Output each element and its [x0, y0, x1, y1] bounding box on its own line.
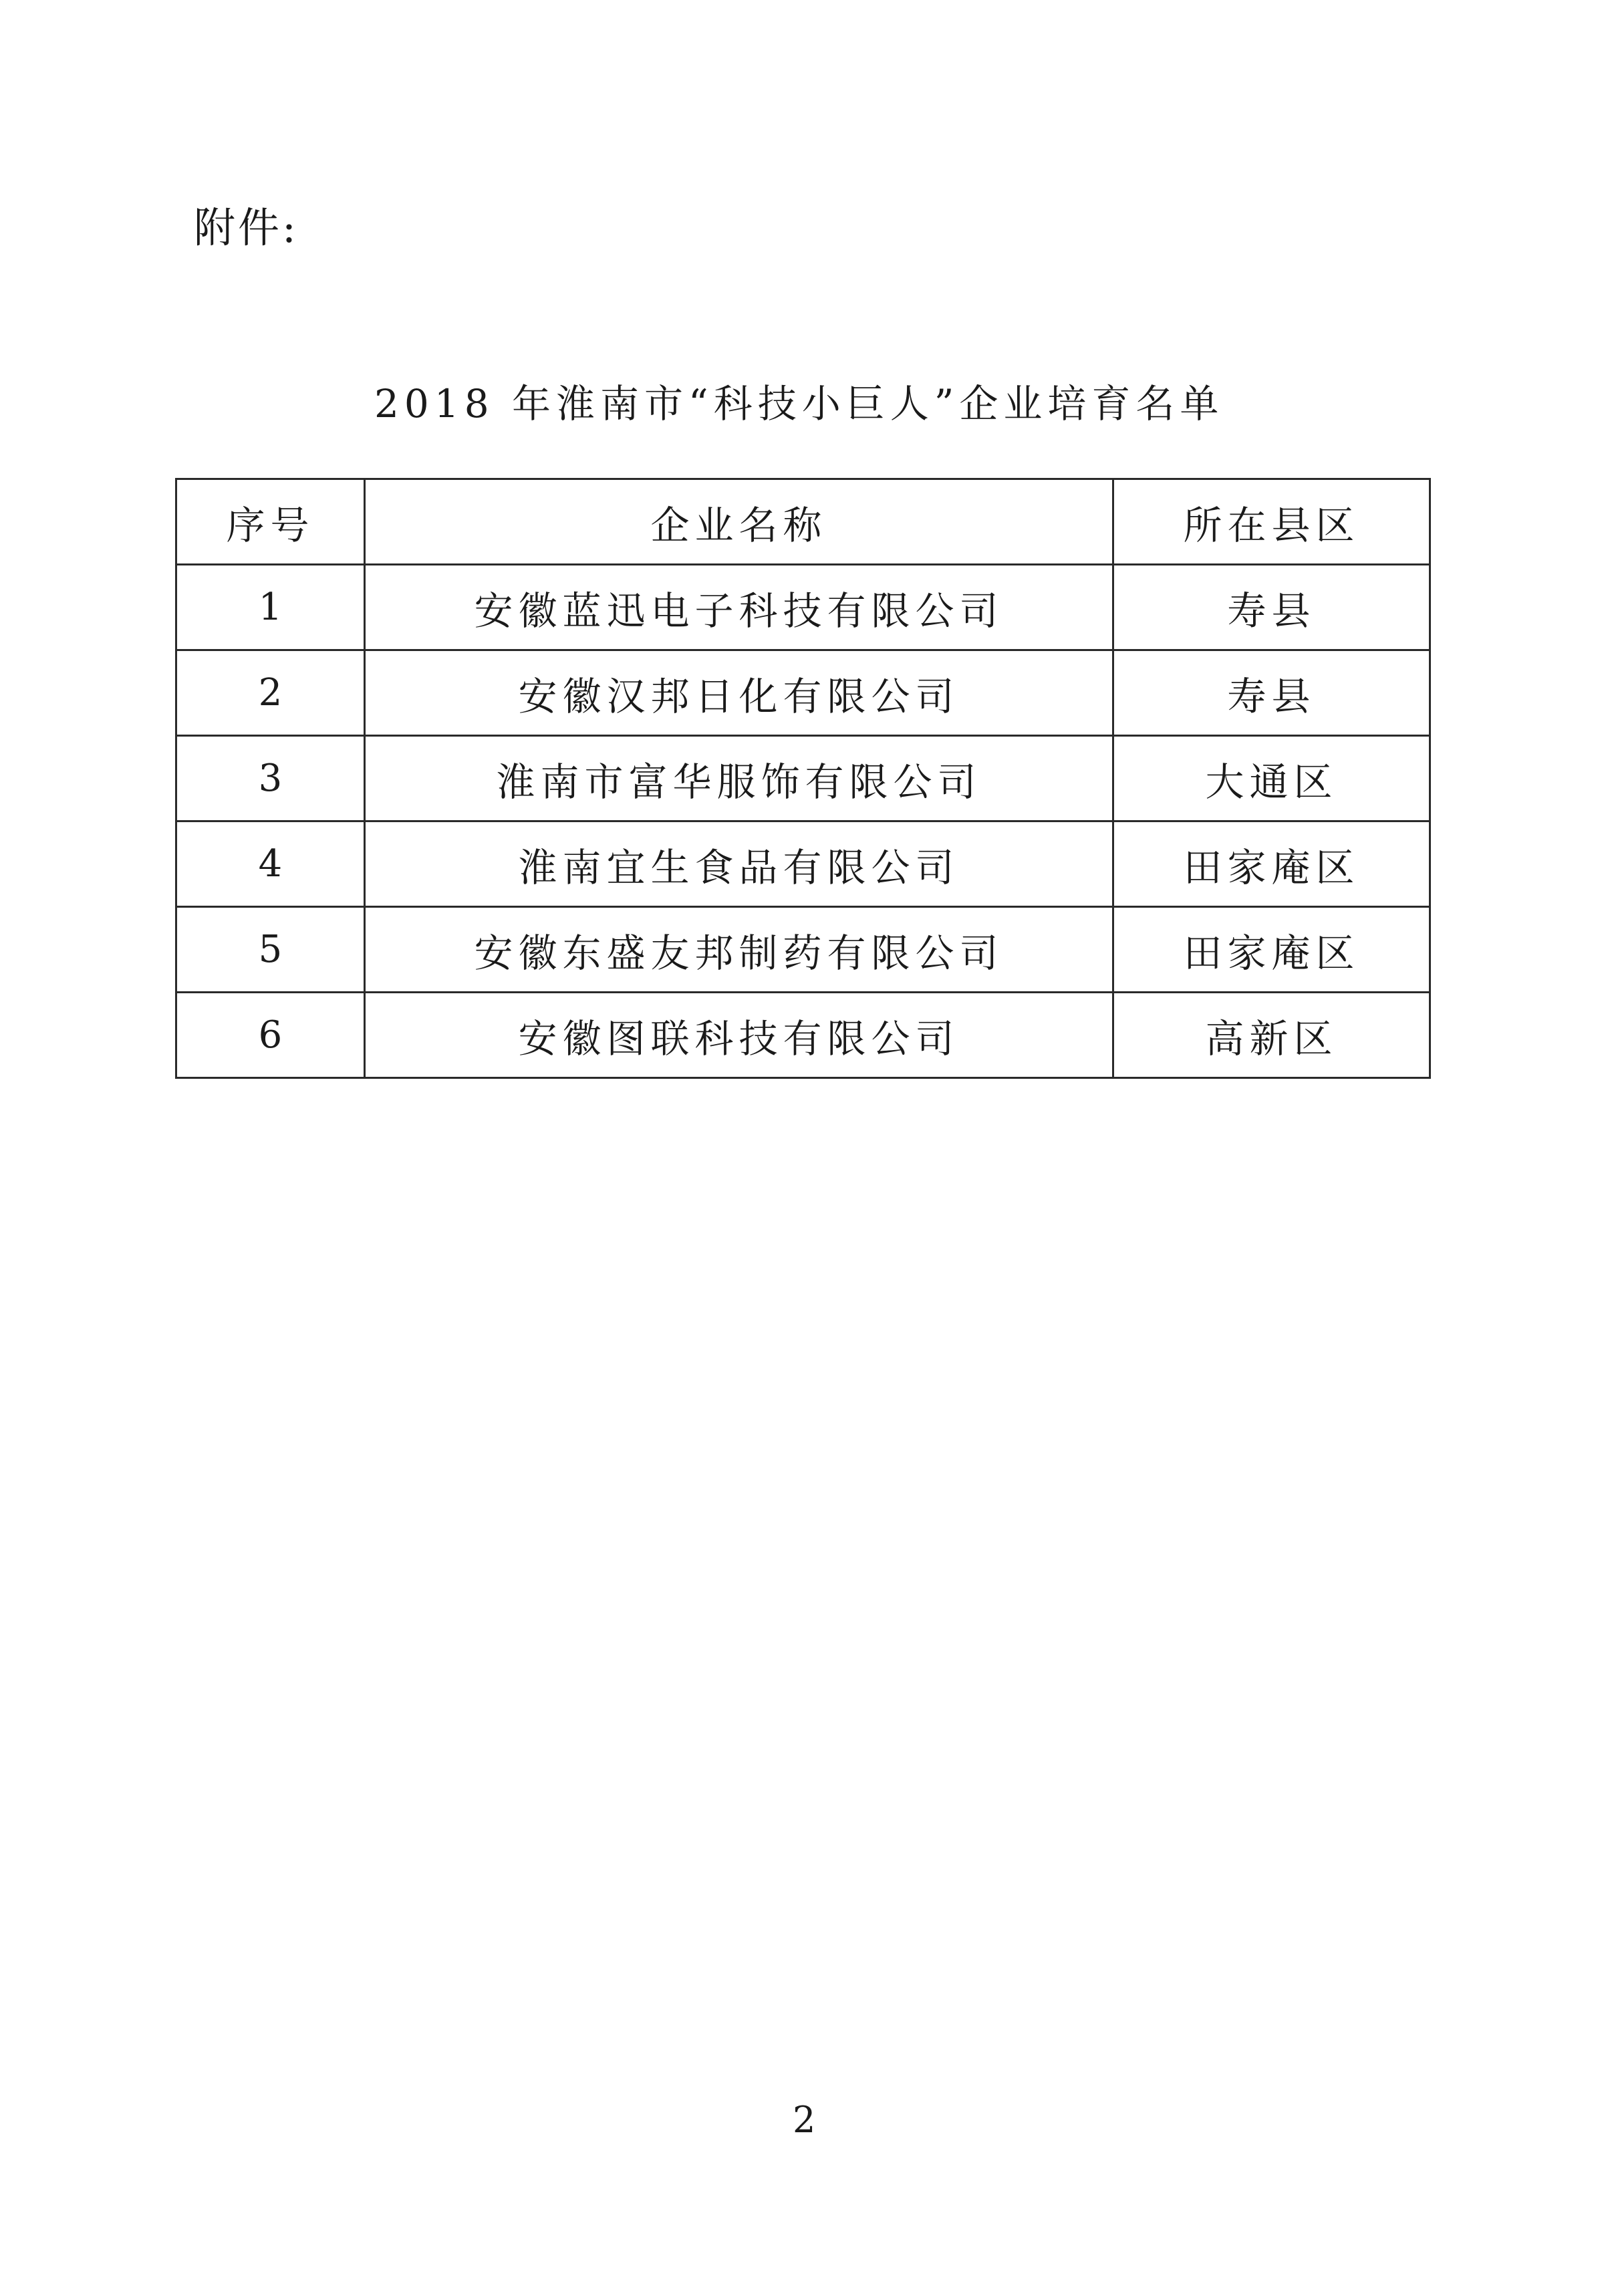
row-company-name: 淮南市富华服饰有限公司 — [365, 736, 1113, 821]
row-district: 寿县 — [1113, 650, 1430, 736]
row-seq: 5 — [176, 907, 365, 993]
table-row — [176, 565, 1430, 650]
header-company-name: 企业名称 — [365, 479, 1113, 565]
table-header-row — [176, 479, 1430, 565]
header-seq: 序号 — [176, 479, 365, 565]
row-company-name: 安徽图联科技有限公司 — [365, 993, 1113, 1078]
row-district: 寿县 — [1113, 565, 1430, 650]
table-row — [176, 736, 1430, 821]
attachment-label: 附件: — [194, 203, 299, 252]
company-list-table — [175, 478, 1431, 1079]
row-district: 高新区 — [1113, 993, 1430, 1078]
table-row — [176, 907, 1430, 993]
row-company-name: 安徽蓝迅电子科技有限公司 — [365, 565, 1113, 650]
document-title: 2018 年淮南市“科技小巨人”企业培育名单 — [374, 381, 1224, 426]
row-seq: 4 — [176, 821, 365, 907]
table-row — [176, 993, 1430, 1078]
table-row — [176, 821, 1430, 907]
table-row — [176, 650, 1430, 736]
header-district: 所在县区 — [1113, 479, 1430, 565]
row-company-name: 安徽东盛友邦制药有限公司 — [365, 907, 1113, 993]
page-number: 2 — [793, 2099, 816, 2141]
row-seq: 3 — [176, 736, 365, 821]
row-company-name: 淮南宜生食品有限公司 — [365, 821, 1113, 907]
row-company-name: 安徽汉邦日化有限公司 — [365, 650, 1113, 736]
row-district: 大通区 — [1113, 736, 1430, 821]
row-district: 田家庵区 — [1113, 821, 1430, 907]
row-district: 田家庵区 — [1113, 907, 1430, 993]
row-seq: 6 — [176, 993, 365, 1078]
row-seq: 1 — [176, 565, 365, 650]
row-seq: 2 — [176, 650, 365, 736]
